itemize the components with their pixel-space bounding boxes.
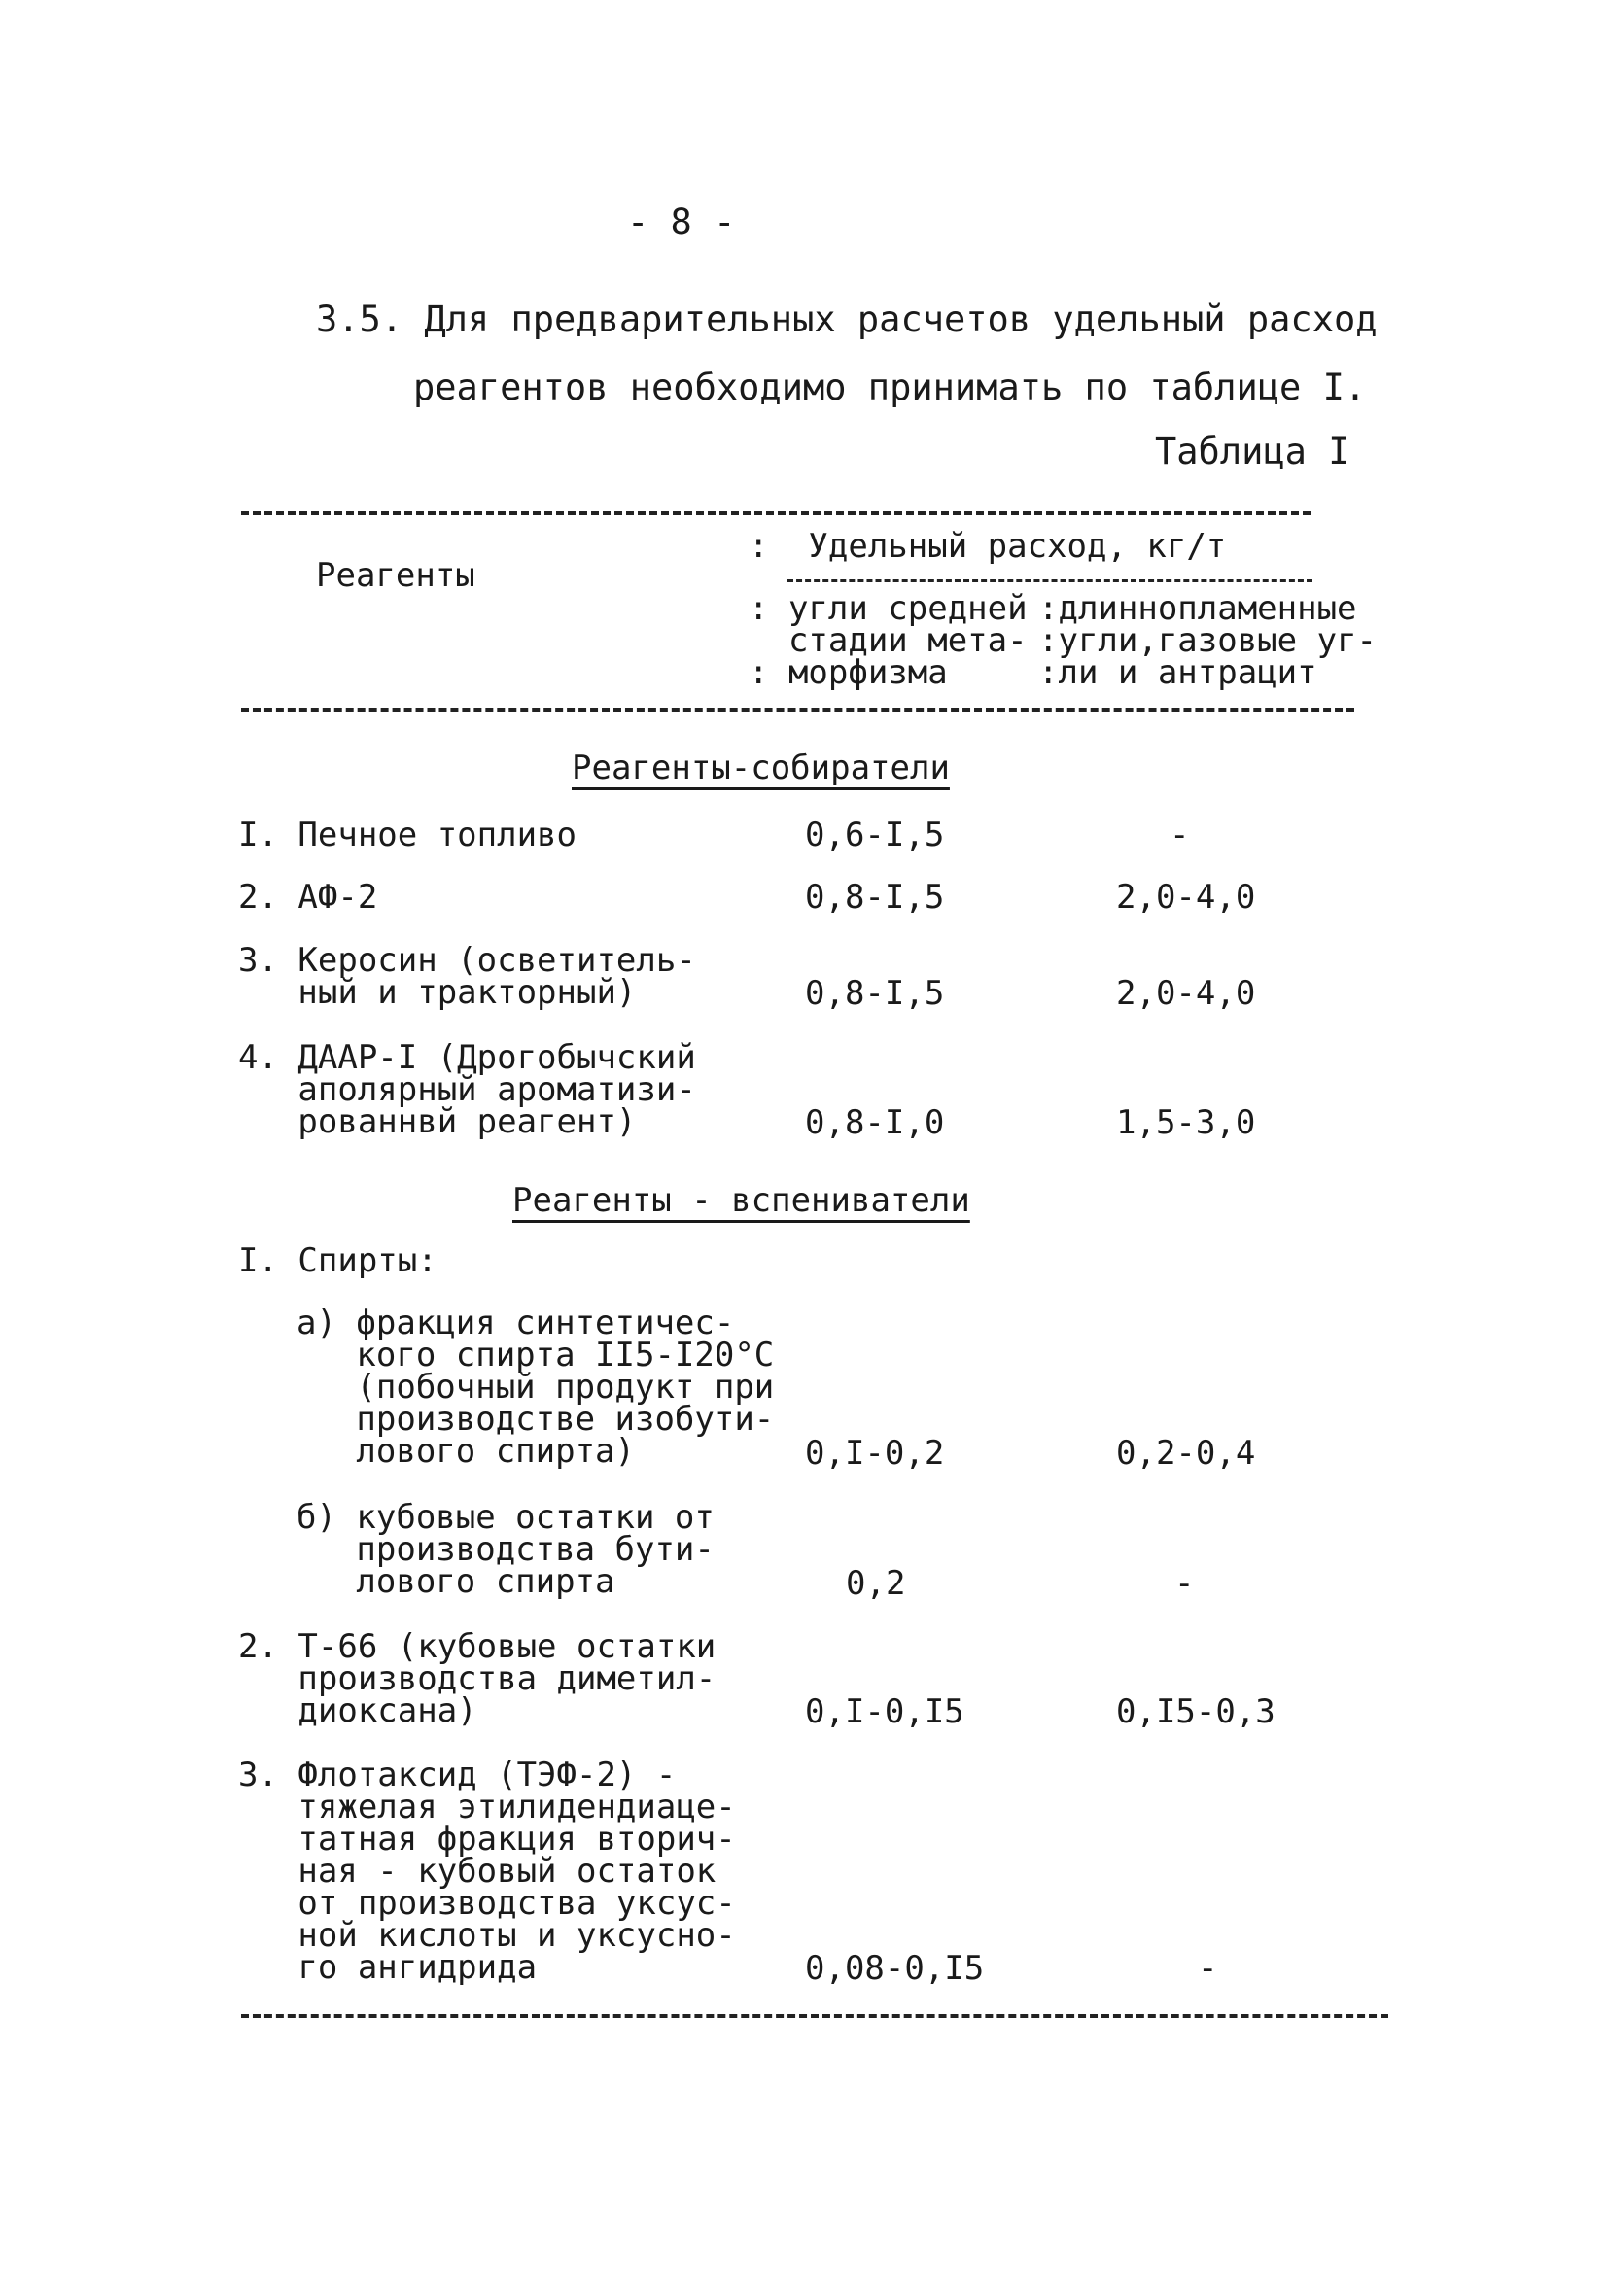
header-bottom-rule [241,708,1354,712]
header-reagents: Реагенты [316,556,475,595]
row-value-medium: 0,8-I,5 [805,878,945,917]
row-value-long-flame: - [1198,1949,1218,1988]
section-title-frothers: Реагенты - вспениватели [512,1181,970,1220]
row-name: 3. Керосин (осветитель- ный и тракторный) [238,941,696,1012]
row-name: 3. Флотаксид (ТЭФ-2) - тяжелая этилидендиаце- татная фракция вторич- ная - кубовый остаток от производства уксус- ной кислоты и уксусно- го ангидрида [238,1756,736,1987]
table-label: Таблица I [1155,431,1350,472]
header-long-flame-coals: :длиннопламенные :угли,газовые уг- :ли и антрацит [1038,589,1377,692]
row-name: I. Спирты: [238,1241,437,1280]
row-value-long-flame: - [1170,816,1190,854]
header-group-rule [787,579,1312,582]
row-value-medium: 0,2 [846,1564,906,1603]
table-bottom-rule [241,2014,1388,2018]
row-name: I. Печное топливо [238,816,577,854]
table-top-rule [241,511,1311,515]
row-value-medium: 0,08-0,I5 [805,1949,985,1988]
row-value-long-flame: 0,I5-0,3 [1116,1692,1276,1731]
row-value-long-flame: 2,0-4,0 [1116,878,1256,917]
row-value-medium: 0,I-0,I5 [805,1692,964,1731]
section-title-collectors: Реагенты-собиратели [572,748,950,787]
row-value-medium: 0,6-I,5 [805,816,945,854]
intro-line-1: 3.5. Для предварительных расчетов удельный расход [316,298,1378,340]
row-value-long-flame: 0,2-0,4 [1116,1434,1256,1473]
row-name: 2. Т-66 (кубовые остатки производства диметил- диоксана) [238,1627,717,1730]
row-value-medium: 0,8-I,0 [805,1103,945,1142]
row-name: а) фракция синтетичес- кого спирта II5-I20°C (побочный продукт при производстве изобути- лового спирта) [297,1304,775,1471]
row-value-long-flame: - [1174,1564,1195,1603]
row-value-long-flame: 1,5-3,0 [1116,1103,1256,1142]
row-value-long-flame: 2,0-4,0 [1116,974,1256,1013]
row-name: б) кубовые остатки от производства бути- лового спирта [297,1498,715,1601]
row-name: 4. ДААР-I (Дрогобычский аполярный ароматизи- рованнвй реагент) [238,1038,696,1141]
row-value-medium: 0,8-I,5 [805,974,945,1013]
intro-line-2: реагентов необходимо принимать по таблице I. [413,366,1367,408]
row-name: 2. АФ-2 [238,878,378,917]
row-value-medium: 0,I-0,2 [805,1434,945,1473]
page-number: - 8 - [627,201,736,243]
header-specific-consumption: : Удельный расход, кг/т [749,527,1227,566]
header-medium-coals: : угли средней стадии мета- : морфизма [749,589,1028,692]
